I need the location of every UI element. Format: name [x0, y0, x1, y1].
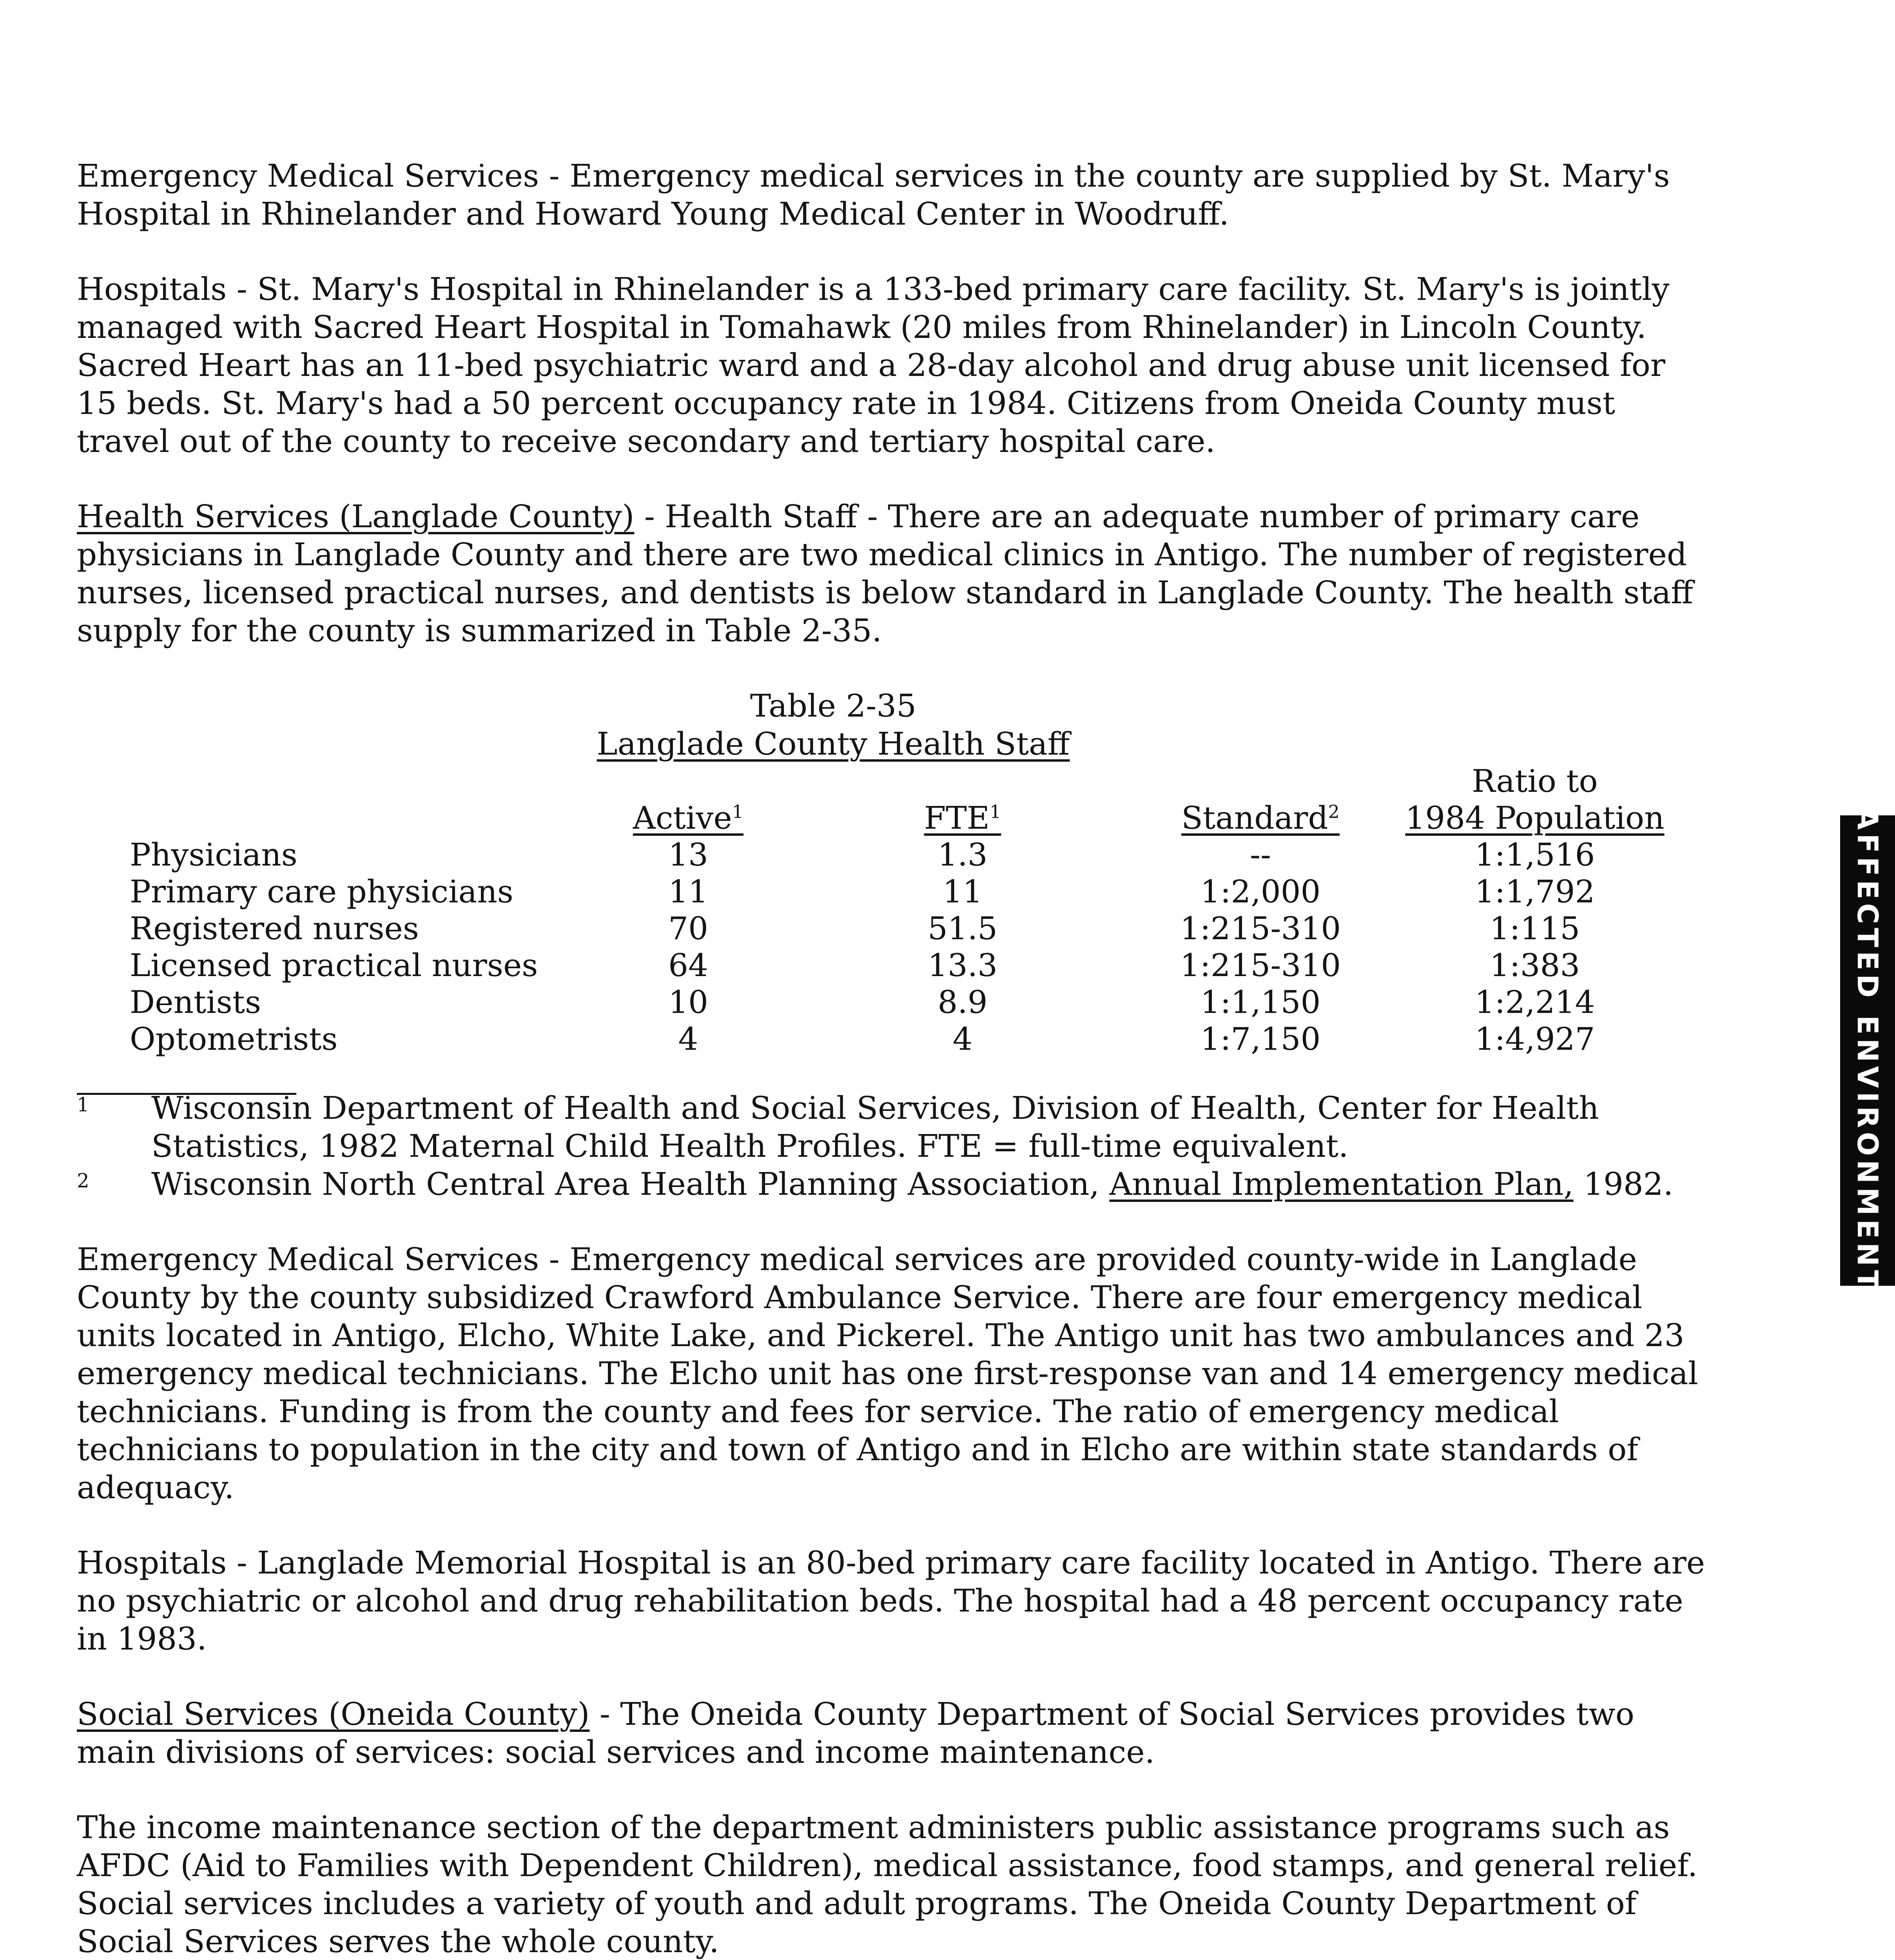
table-caption — [77, 687, 1715, 763]
cell-ratio: 1:1,516 — [1474, 837, 1595, 873]
footnote-1-text: Wisconsin Department of Health and Social Services, Division of Health, Center for Health Statistics, 1982 Maternal Child Health Profiles. FTE = full-time equivalent. — [151, 1090, 1599, 1164]
cell-standard: 1:215-310 — [1180, 947, 1341, 984]
row-label: Registered nurses — [130, 910, 419, 947]
header-active: Active$^1$ — [633, 800, 744, 836]
paragraph-social-services-oneida — [77, 1695, 1715, 1771]
section-heading-health-services: Health Services (Langlade County) — [77, 498, 635, 535]
header-ratio: Ratio to 1984 Population — [1405, 763, 1665, 836]
paragraph-income-maintenance: The income maintenance section of the department administers public assistance programs such as AFDC (Aid to Families with Dependent Children), medical assistance, food stamps, and general relief. Social services includes a variety of youth and adult programs. The Oneida County Department of Social Services serves the whole county. — [77, 1809, 1698, 1960]
footnote-2-mark: 2 — [77, 1169, 89, 1192]
table-row — [130, 910, 1688, 947]
footnote-1-mark: 1 — [77, 1093, 89, 1116]
cell-active: 4 — [678, 1021, 698, 1057]
table-row — [130, 947, 1688, 984]
cell-standard: 1:2,000 — [1200, 873, 1321, 910]
cell-fte: 13.3 — [927, 947, 998, 984]
cell-active: 11 — [668, 873, 708, 910]
cell-fte: 4 — [952, 1021, 973, 1057]
table-row — [130, 873, 1688, 910]
page-body — [77, 157, 1715, 1960]
table-row — [130, 1021, 1688, 1058]
header-standard: Standard$^2$ — [1181, 800, 1340, 836]
table-header-row — [130, 763, 1688, 837]
health-staff-table — [130, 763, 1688, 1058]
paragraph-hospitals-oneida: Hospitals - St. Mary's Hospital in Rhinelander is a 133-bed primary care facility. St. Mary's is jointly managed with Sacred Heart Hospital in Tomahawk (20 miles from Rhinelander) in Lincoln County. Sacred Heart has an 11-bed psychiatric ward and a 28-day alcohol and drug abuse unit licensed for 15 beds. St. Mary's had a 50 percent occupancy rate in 1984. Citizens from Oneida County must travel out of the county to receive secondary and tertiary hospital care. — [77, 271, 1670, 459]
footnote-1 — [77, 1089, 1715, 1165]
paragraph-emergency-oneida: Emergency Medical Services - Emergency medical services in the county are supplied by St. Mary's Hospital in Rhinelander and Howard Young Medical Center in Woodruff. — [77, 158, 1670, 232]
paragraph-health-services-langlade — [77, 497, 1715, 650]
cell-ratio: 1:2,214 — [1474, 984, 1595, 1020]
cell-standard: 1:7,150 — [1200, 1021, 1321, 1057]
footnote-2-text-a: Wisconsin North Central Area Health Planning Association, — [151, 1166, 1110, 1202]
paragraph-health-services-body: - Health Staff - There are an adequate number of primary care physicians in Langlade County and there are two medical clinics in Antigo. The number of registered nurses, licensed practical nurses, and dentists is below standard in Langlade County. The health staff supply for the county is summarized in Table 2-35. — [77, 498, 1694, 649]
footnote-2 — [77, 1165, 1715, 1203]
row-label: Optometrists — [130, 1021, 338, 1057]
paragraph-hospitals-langlade: Hospitals - Langlade Memorial Hospital is an 80-bed primary care facility located in Antigo. There are no psychiatric or alcohol and drug rehabilitation beds. The hospital had a 48 percent occupancy rate in 1983. — [77, 1544, 1705, 1657]
cell-active: 10 — [668, 984, 708, 1020]
cell-active: 13 — [668, 837, 708, 873]
table-row — [130, 984, 1688, 1021]
cell-standard: 1:215-310 — [1180, 910, 1341, 947]
cell-fte: 1.3 — [938, 837, 988, 873]
cell-fte: 11 — [943, 873, 983, 910]
cell-fte: 51.5 — [927, 910, 998, 947]
row-label: Physicians — [130, 837, 297, 873]
header-blank — [130, 763, 590, 837]
cell-standard: 1:1,150 — [1200, 984, 1321, 1020]
header-fte: FTE$^1$ — [924, 800, 1001, 836]
cell-active: 70 — [668, 910, 708, 947]
section-heading-social-services: Social Services (Oneida County) — [77, 1696, 590, 1732]
cell-ratio: 1:1,792 — [1474, 873, 1595, 910]
side-tab-label: AFFECTED ENVIRONMENT — [1851, 808, 1884, 1294]
section-side-tab — [1840, 808, 1895, 1294]
row-label: Dentists — [130, 984, 261, 1020]
cell-ratio: 1:383 — [1489, 947, 1580, 984]
table-title: Table 2-35 — [750, 688, 917, 724]
table-subtitle: Langlade County Health Staff — [597, 726, 1070, 762]
footnote-2-text-b: 1982. — [1573, 1166, 1674, 1202]
cell-ratio: 1:115 — [1489, 910, 1580, 947]
row-label: Primary care physicians — [130, 873, 513, 910]
table-footnotes — [77, 1089, 1715, 1203]
cell-active: 64 — [668, 947, 708, 984]
cell-fte: 8.9 — [938, 984, 988, 1020]
paragraph-emergency-langlade: Emergency Medical Services - Emergency medical services are provided county-wide in Langlade County by the county subsidized Crawford Ambulance Service. There are four emergency medical units located in Antigo, Elcho, White Lake, and Pickerel. The Antigo unit has two ambulances and 23 emergency medical technicians. The Elcho unit has one first-response van and 14 emergency medical technicians. Funding is from the county and fees for service. The ratio of emergency medical technicians to population in the city and town of Antigo and in Elcho are within state standards of adequacy. — [77, 1241, 1698, 1506]
table-health-staff — [77, 687, 1715, 1058]
paragraph-social-services-body: - The Oneida County Department of Social Services provides two main divisions of services: social services and income maintenance. — [77, 1696, 1634, 1770]
cell-ratio: 1:4,927 — [1474, 1021, 1595, 1057]
footnote-2-title: Annual Implementation Plan, — [1109, 1166, 1574, 1202]
table-row — [130, 837, 1688, 873]
cell-standard: -- — [1249, 837, 1271, 873]
row-label: Licensed practical nurses — [130, 947, 538, 984]
